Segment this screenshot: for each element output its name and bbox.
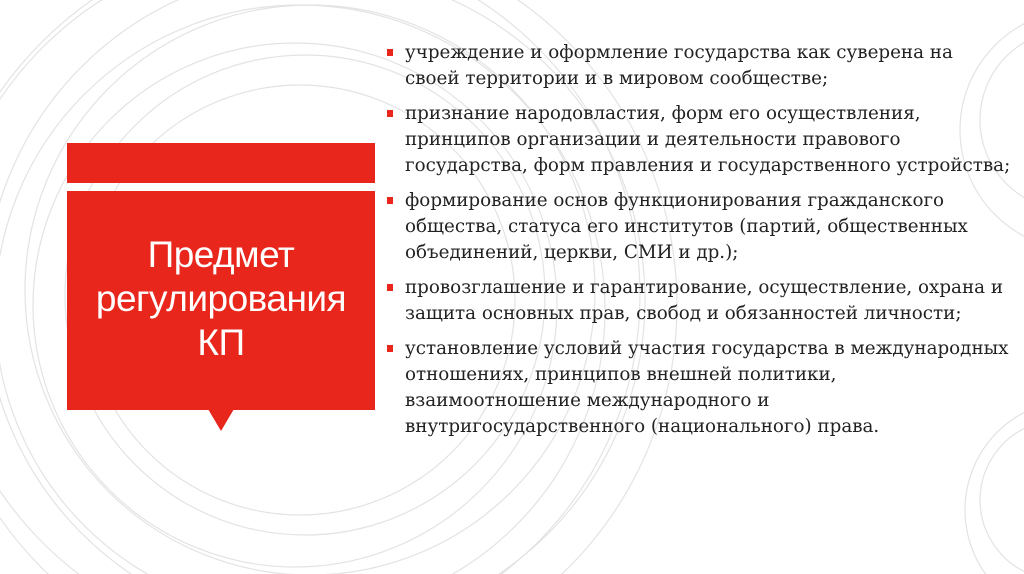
bullet-list — [381, 40, 1011, 449]
bullet-item — [381, 275, 1011, 327]
square-bullet-icon — [387, 345, 393, 352]
title-accent-bar — [67, 143, 375, 183]
slide-title-line: регулирования — [95, 278, 347, 319]
bullet-text: формирование основ функционирования гражданского общества, статуса его институтов (партий, общественных объединений, церкви, СМИ и др.); — [405, 190, 968, 263]
title-box — [67, 191, 375, 410]
square-bullet-icon — [387, 197, 393, 204]
bullet-item — [381, 188, 1011, 266]
bullet-text: провозглашение и гарантирование, осуществление, охрана и защита основных прав, свобод и обязанностей личности; — [405, 277, 1004, 324]
title-pointer-triangle — [208, 409, 234, 431]
square-bullet-icon — [387, 110, 393, 117]
bullet-text: установление условий участия государства в международных отношениях, принципов внешней политики, взаимоотношение международного и внутригосударственного (национального) права. — [405, 338, 1009, 437]
bullet-text: признание народовластия, форм его осуществления, принципов организации и деятельности правового государства, форм правления и государственного устройства; — [405, 103, 1011, 176]
slide-title — [67, 233, 375, 365]
slide-title-line: Предмет — [147, 234, 295, 275]
square-bullet-icon — [387, 49, 393, 56]
bullet-item — [381, 336, 1011, 440]
bullet-item — [381, 101, 1011, 179]
slide-title-line: КП — [197, 322, 245, 363]
bullet-text: учреждение и оформление государства как суверена на своей территории и в мировом сообществе; — [405, 42, 953, 89]
bullet-item — [381, 40, 1011, 92]
square-bullet-icon — [387, 284, 393, 291]
